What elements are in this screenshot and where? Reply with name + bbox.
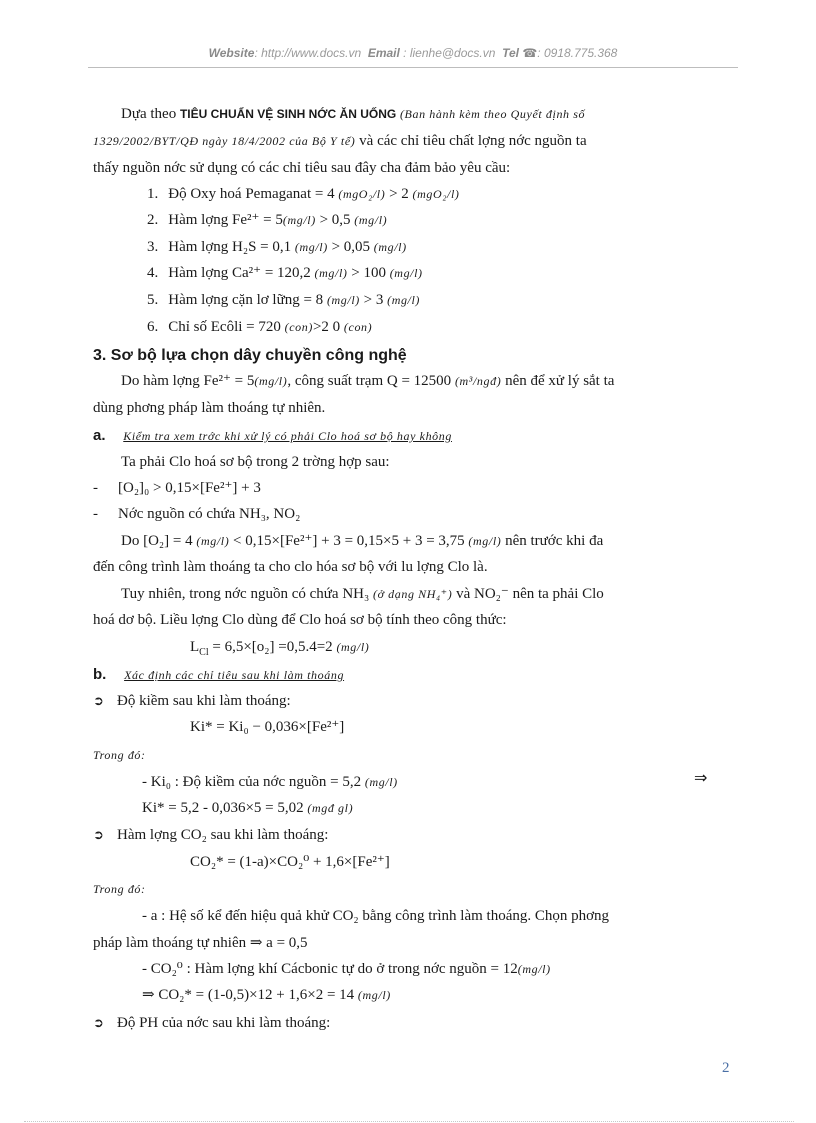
intro-line-2 <box>93 131 587 151</box>
s3-d: (m³/ngđ) <box>454 374 502 388</box>
co2-result-unit: (mg/l) <box>357 988 391 1002</box>
tuy-b: (ở dạng NH₄⁺) <box>372 587 453 601</box>
list-unit: (mg/l) <box>373 240 407 254</box>
list-number: 5. <box>147 292 159 308</box>
ki-result-text: Ki* = 5,2 - 0,036×5 = 5,02 <box>142 800 308 816</box>
part-a-title: Kiểm tra xem trớc khi xử lý có phải Clo hoá sơ bộ hay không <box>123 429 452 443</box>
header-divider <box>88 67 738 68</box>
intro-line-1 <box>121 104 585 124</box>
alkalinity-heading <box>93 691 291 712</box>
do-d: (mg/l) <box>468 534 502 548</box>
bullet-1-text: [O₂]₀ > 0,15×[Fe²⁺] + 3 <box>118 480 261 496</box>
list-unit: (mgO₂/l) <box>412 187 460 201</box>
do-c: < 0,15×[Fe²⁺] + 3 = 0,15×5 + 3 = 3,75 <box>229 533 469 549</box>
list-compare: >2 0 <box>312 319 344 335</box>
part-a-line-den: đến công trình làm thoáng ta cho clo hóa sơ bộ với lu lợng Clo là. <box>93 559 488 575</box>
a-coef-line: - a : Hệ số kể đến hiệu quả khử CO₂ bằng công trình làm thoáng. Chọn phơng <box>142 908 610 924</box>
part-a-line-tuy <box>121 584 604 604</box>
formula-l: L <box>190 639 200 655</box>
do-e: nên trước khi đa <box>501 533 604 549</box>
ki0-line <box>142 772 398 792</box>
co2-0-unit: (mg/l) <box>517 962 551 976</box>
part-a-line-hoa: hoá dơ bộ. Liều lợng Clo dùng để Clo hoá sơ bộ tính theo công thức: <box>93 612 507 628</box>
list-item <box>147 210 387 230</box>
part-a-line-do <box>121 531 603 551</box>
formula-sub: Cl <box>199 647 209 658</box>
list-unit: (mg/l) <box>294 240 328 254</box>
list-text: Hàm lợng Fe²⁺ = 5 <box>168 212 283 228</box>
co2-heading <box>93 825 328 846</box>
tel-value: : 0918.775.368 <box>537 46 618 60</box>
list-unit: (con) <box>284 320 313 334</box>
list-unit: (mg/l) <box>314 266 348 280</box>
list-unit: (mg/l) <box>282 213 316 227</box>
list-item <box>147 184 460 204</box>
list-unit: (mg/l) <box>326 293 360 307</box>
a-coef-line-2: pháp làm thoáng tự nhiên ⇒ a = 0,5 <box>93 935 308 951</box>
intro-tail: và các chỉ tiêu chất lợng nớc nguồn ta <box>359 133 587 149</box>
co2-text: Hàm lợng CO₂ sau khi làm thoáng: <box>117 827 329 843</box>
trong-do-1: Trong đó: <box>93 748 146 762</box>
s3-b: (mg/l) <box>254 374 288 388</box>
intro-lead: Dựa theo <box>121 106 177 122</box>
section-3-title: 3. Sơ bộ lựa chọn dây chuyền công nghệ <box>93 347 407 364</box>
ph-heading <box>93 1013 330 1034</box>
s3-a: Do hàm lợng Fe²⁺ = 5 <box>121 373 255 389</box>
do-b: (mg/l) <box>196 534 230 548</box>
email-value: : lienhe@docs.vn <box>399 46 496 60</box>
formula-unit: (mg/l) <box>336 640 370 654</box>
bullet-2-text: Nớc nguồn có chứa NH₃, NO₂ <box>118 506 301 522</box>
part-a-bullet-2: - Nớc nguồn có chứa NH₃, NO₂ <box>93 506 301 522</box>
part-b-heading <box>93 665 344 685</box>
s3-c: , công suất trạm Q = 12500 <box>287 373 455 389</box>
curved-arrow-icon: ➲ <box>93 828 104 843</box>
list-text: Độ Oxy hoá Pemaganat = 4 <box>168 186 339 202</box>
tuy-a: Tuy nhiên, trong nớc nguồn có chứa NH₃ <box>121 586 373 602</box>
tel-label: Tel ☎ <box>502 46 538 60</box>
ki0-unit: (mg/l) <box>364 775 398 789</box>
list-compare: > 0,05 <box>327 239 374 255</box>
list-compare: > 0,5 <box>315 212 355 228</box>
co2-result-text: ⇒ CO₂* = (1-0,5)×12 + 1,6×2 = 14 <box>142 987 358 1003</box>
list-number: 6. <box>147 319 159 335</box>
list-unit: (mgO₂/l) <box>338 187 386 201</box>
curved-arrow-icon: ➲ <box>93 694 104 709</box>
page-number: 2 <box>722 1060 730 1076</box>
section-3-line-2: dùng phơng pháp làm thoáng tự nhiên. <box>93 400 326 416</box>
list-unit: (mg/l) <box>354 213 388 227</box>
list-number: 1. <box>147 186 159 202</box>
email-label: Email <box>367 46 400 60</box>
list-number: 4. <box>147 265 159 281</box>
ki-result <box>142 798 353 818</box>
part-a-heading <box>93 426 452 446</box>
part-b-title: Xác định các chỉ tiêu sau khi làm thoáng <box>124 668 345 682</box>
list-item <box>147 237 407 257</box>
website-label: Website <box>208 46 255 60</box>
website-value: : http://www.docs.vn <box>254 46 362 60</box>
list-text: Hàm lợng cặn lơ lững = 8 <box>168 292 327 308</box>
list-text: Hàm lợng H₂S = 0,1 <box>168 239 295 255</box>
ki0-text: - Ki₀ : Độ kiềm của nớc nguồn = 5,2 <box>142 774 365 790</box>
formula-body: = 6,5×[o₂] =0,5.4=2 <box>208 639 337 655</box>
do-a: Do [O₂] = 4 <box>121 533 197 549</box>
trong-do-2: Trong đó: <box>93 882 146 896</box>
co2-formula: CO₂* = (1-a)×CO₂⁰ + 1,6×[Fe²⁺] <box>190 854 390 870</box>
part-a-bullet-1: - [O₂]₀ > 0,15×[Fe²⁺] + 3 <box>93 480 261 496</box>
list-unit: (mg/l) <box>387 293 421 307</box>
list-item <box>147 317 372 337</box>
curved-arrow-icon: ➲ <box>93 1016 104 1031</box>
list-text: Hàm lợng Ca²⁺ = 120,2 <box>168 265 315 281</box>
section-3-line-1 <box>121 371 614 391</box>
co2-result <box>142 985 391 1005</box>
s3-e: nên để xử lý sắt ta <box>501 373 615 389</box>
intro-line-3: thấy nguồn nớc sử dụng có các chỉ tiêu sau đây cha đảm bảo yêu cầu: <box>93 160 511 176</box>
list-compare: > 2 <box>385 186 413 202</box>
alkalinity-text: Độ kiềm sau khi làm thoáng: <box>117 693 291 709</box>
alkalinity-formula: Ki* = Ki₀ − 0,036×[Fe²⁺] <box>190 719 345 735</box>
tuy-c: và NO₂⁻ nên ta phải Clo <box>452 586 604 602</box>
decree-b: 1329/2002/BYT/QĐ ngày 18/4/2002 của Bộ Y tế) <box>93 134 356 148</box>
part-a-line-1: Ta phải Clo hoá sơ bộ trong 2 trờng hợp sau: <box>121 454 390 470</box>
list-compare: > 100 <box>347 265 390 281</box>
ph-text: Độ PH của nớc sau khi làm thoáng: <box>117 1015 331 1031</box>
list-number: 3. <box>147 239 159 255</box>
footer-dotted-line <box>24 1121 794 1122</box>
part-a-label: a. <box>93 427 106 444</box>
list-unit: (mg/l) <box>389 266 423 280</box>
decree-a: (Ban hành kèm theo Quyết định số <box>399 107 586 121</box>
page-header <box>88 46 738 60</box>
list-number: 2. <box>147 212 159 228</box>
list-item <box>147 263 423 283</box>
part-b-label: b. <box>93 666 107 683</box>
standard-name: TIÊU CHUẨN VỆ SINH NỚC ĂN UỐNG <box>179 107 397 121</box>
co2-0-text: - CO₂⁰ : Hàm lợng khí Cácbonic tự do ở trong nớc nguồn = 12 <box>142 961 518 977</box>
list-unit: (con) <box>343 320 373 334</box>
list-compare: > 3 <box>359 292 388 308</box>
list-text: Chỉ số Ecôli = 720 <box>168 319 285 335</box>
co2-0-line <box>142 959 551 979</box>
implies-icon: ⇒ <box>694 768 708 787</box>
ki-result-unit: (mgđ gl) <box>307 801 354 815</box>
chlorine-formula <box>190 637 369 663</box>
list-item <box>147 290 420 310</box>
